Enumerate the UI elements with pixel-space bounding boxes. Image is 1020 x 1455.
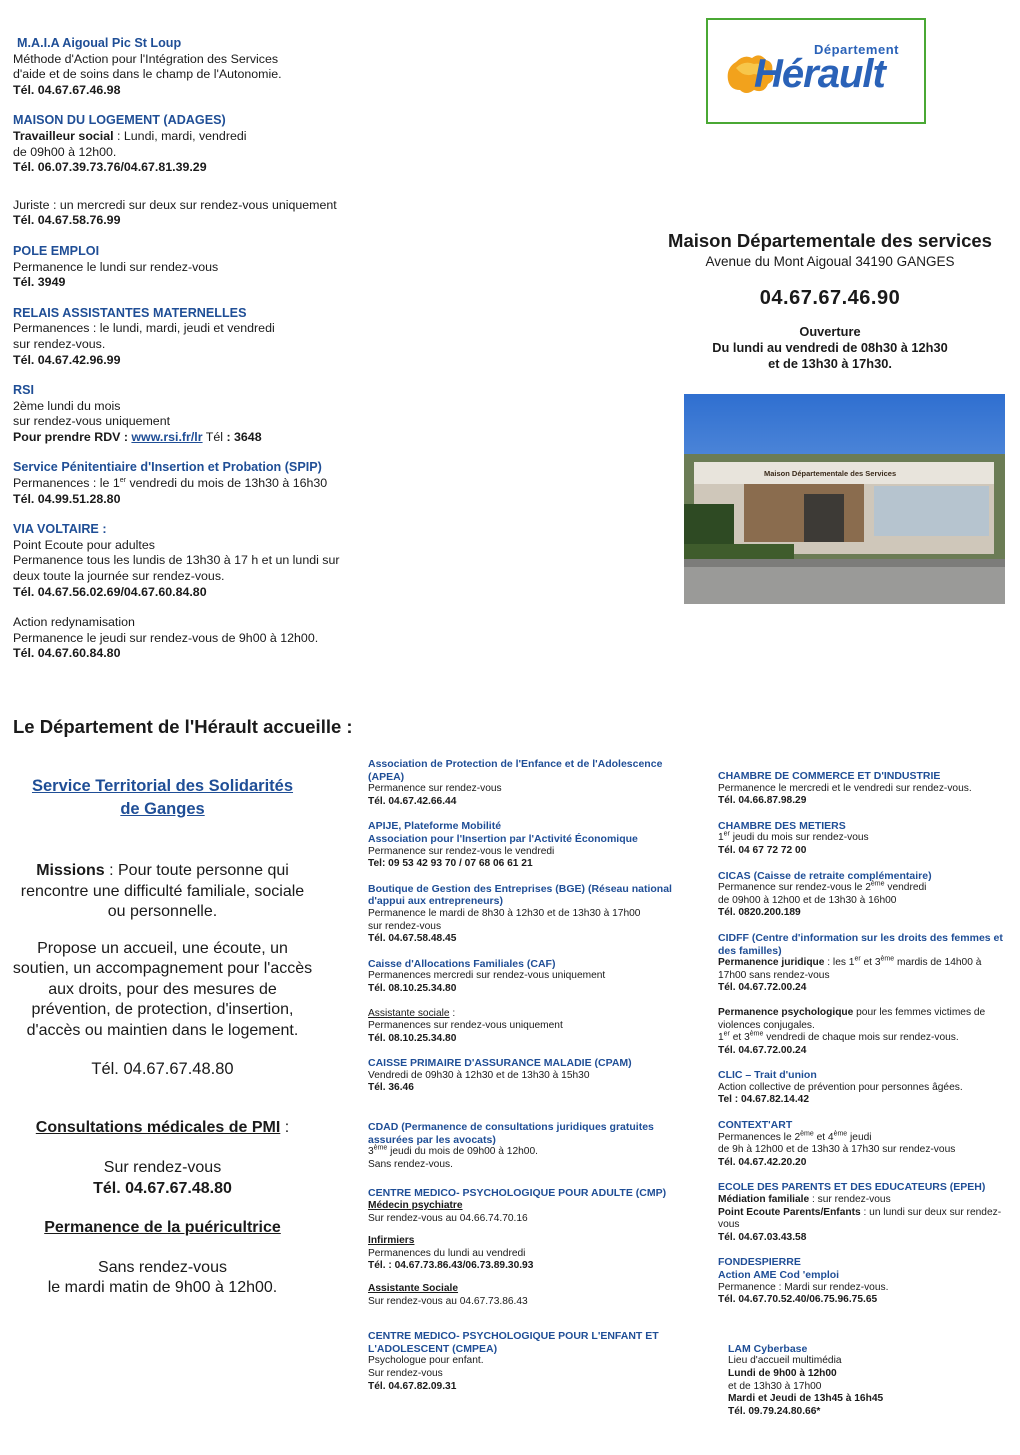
cmpea-tel: Tél. 04.67.82.09.31 [368, 1380, 457, 1392]
rsi-line: sur rendez-vous uniquement [13, 414, 171, 429]
cidff-line: Permanence juridique : les 1er et 3ème mardis de 14h00 à [718, 955, 982, 969]
caf-title: Caisse d'Allocations Familiales (CAF) [368, 957, 556, 970]
via-voltaire-block [13, 522, 393, 600]
spip-title: Service Pénitentiaire d'Insertion et Probation (SPIP) [13, 460, 322, 475]
juriste-block [13, 198, 393, 229]
psy-block [718, 1007, 1018, 1057]
logo-name-text: Hérault [754, 52, 885, 96]
chambre-metiers-block [718, 820, 1018, 858]
cmpea-line: Sur rendez-vous [368, 1367, 443, 1379]
logement-tel: Tél. 06.07.39.73.76/04.67.81.39.29 [13, 160, 207, 175]
fondespierre-title: FONDESPIERRE [718, 1256, 801, 1269]
maia-line: d'aide et de soins dans le champ de l'Autonomie. [13, 67, 282, 82]
cicas-tel: Tél. 0820.200.189 [718, 907, 801, 919]
rsi-rdv: Pour prendre RDV : www.rsi.fr/lr Tél : 3648 [13, 429, 262, 444]
apije-subtitle: Association pour l'Insertion par l'Activité Économique [368, 832, 638, 845]
cmp-title: CENTRE MEDICO- PSYCHOLOGIQUE POUR ADULTE (CMP) [368, 1187, 667, 1200]
epeh-title: ECOLE DES PARENTS ET DES EDUCATEURS (EPEH) [718, 1181, 986, 1194]
rsi-block [13, 383, 393, 445]
caf-tel: Tél. 08.10.25.34.80 [368, 982, 457, 994]
cicas-line: de 09h00 à 12h00 et de 13h30 à 16h00 [718, 894, 897, 906]
fond-line: Permanence : Mardi sur rendez-vous. [718, 1281, 889, 1293]
as-line: Permanences sur rendez-vous uniquement [368, 1020, 563, 1032]
epeh-block [718, 1181, 1018, 1244]
cmpea-line: Psychologue pour enfant. [368, 1355, 484, 1367]
building-photo [684, 394, 1005, 604]
herault-logo [706, 18, 926, 124]
caf-line: Permanences mercredi sur rendez-vous uniquement [368, 970, 606, 982]
cidff-line: 17h00 sans rendez-vous [718, 969, 830, 981]
lam-block [728, 1343, 1018, 1419]
via-voltaire-tel: Tél. 04.67.56.02.69/04.67.60.84.80 [13, 584, 207, 599]
spip-block [13, 460, 393, 507]
cmpea-block [368, 1330, 673, 1393]
juriste-tel: Tél. 04.67.58.76.99 [13, 213, 121, 228]
logo-dept-text: Département [814, 42, 899, 57]
psy-line: Permanence psychologique pour les femmes victimes de violences conjugales. [718, 1006, 986, 1031]
apea-block [368, 758, 673, 808]
logement-line: Travailleur social : Lundi, mardi, vendredi [13, 128, 247, 143]
pmi-title: Consultations médicales de PMI : [35, 1118, 290, 1136]
cpam-block [368, 1057, 673, 1095]
via-voltaire-line: Permanence tous les lundis de 13h30 à 17 h et un lundi sur [13, 553, 340, 568]
section-title: Le Département de l'Hérault accueille : [13, 716, 353, 737]
cmpea-title: CENTRE MEDICO- PSYCHOLOGIQUE POUR L'ENFANT ET L'ADOLESCENT (CMPEA) [368, 1330, 659, 1355]
apea-tel: Tél. 04.67.42.66.44 [368, 795, 457, 807]
pole-emploi-block [13, 244, 393, 291]
cci-block [718, 770, 1018, 808]
cicas-block [718, 870, 1018, 920]
lam-line: Lundi de 9h00 à 12h00 [728, 1367, 837, 1379]
puer-title: Permanence de la puéricultrice [44, 1219, 281, 1236]
maison-info [640, 230, 1020, 372]
cdad-block [368, 1121, 673, 1171]
contextart-title: CONTEXT'ART [718, 1119, 793, 1132]
apea-line: Permanence sur rendez-vous [368, 783, 502, 795]
sts-block [10, 775, 315, 1299]
cci-title: CHAMBRE DE COMMERCE ET D'INDUSTRIE [718, 770, 941, 782]
puer-line: Sans rendez-vous [98, 1258, 227, 1276]
ctx-line: de 9h à 12h00 et de 13h30 à 17h30 sur rendez-vous [718, 1144, 956, 1156]
redynamisation-sub: Action redynamisation [13, 615, 135, 630]
ram-line: Permanences : le lundi, mardi, jeudi et vendredi [13, 321, 275, 336]
top-left-services [13, 36, 393, 677]
maia-tel: Tél. 04.67.67.46.98 [13, 82, 121, 97]
rsi-link[interactable]: www.rsi.fr/lr [131, 429, 203, 444]
cm-tel: Tél. 04 67 72 72 00 [718, 844, 807, 856]
psy-tel: Tél. 04.67.72.00.24 [718, 1044, 807, 1056]
spip-tel: Tél. 04.99.51.28.80 [13, 491, 121, 506]
cicas-title: CICAS (Caisse de retraite complémentaire) [718, 869, 932, 882]
bge-title: Boutique de Gestion des Entreprises (BGE) (Réseau national d'appui aux entrepreneurs) [368, 882, 672, 908]
photo-sign-text: Maison Départementale des Services [764, 469, 897, 478]
rsi-line: 2ème lundi du mois [13, 398, 121, 413]
pole-emploi-title: POLE EMPLOI [13, 243, 100, 258]
cmp-block [368, 1187, 673, 1308]
contextart-block [718, 1119, 1018, 1169]
cdad-line: Sans rendez-vous. [368, 1158, 453, 1170]
ram-line: sur rendez-vous. [13, 336, 106, 351]
cpam-tel: Tél. 36.46 [368, 1082, 414, 1094]
clic-title: CLIC – Trait d'union [718, 1069, 817, 1082]
cci-tel: Tél. 04.66.87.98.29 [718, 795, 807, 807]
assistante-sociale-block [368, 1008, 673, 1046]
maison-title: Maison Départementale des services [668, 230, 992, 251]
apije-line: Permanence sur rendez-vous le vendredi [368, 845, 555, 857]
apije-title: APIJE, Plateforme Mobilité [368, 820, 502, 833]
maia-title: M.A.I.A Aigoual Pic St Loup [17, 36, 182, 50]
apije-tel: Tel: 09 53 42 93 70 / 07 68 06 61 21 [368, 858, 533, 870]
logement-block [13, 113, 393, 175]
ram-title: RELAIS ASSISTANTES MATERNELLES [13, 305, 247, 320]
lam-line: Lieu d'accueil multimédia [728, 1355, 842, 1367]
cmp-medecin: Médecin psychiatre [368, 1200, 463, 1212]
cci-line: Permanence le mercredi et le vendredi sur rendez-vous. [718, 782, 972, 794]
sts-missions: Missions : Pour toute personne qui rencontre une difficulté familiale, sociale ou personnelle. [20, 862, 305, 920]
logement-title: MAISON DU LOGEMENT (ADAGES) [13, 113, 226, 128]
right-column [718, 770, 1018, 1430]
puer-line: le mardi matin de 9h00 à 12h00. [47, 1279, 278, 1296]
bge-block [368, 883, 673, 946]
chambre-metiers-title: CHAMBRE DES METIERS [718, 819, 846, 832]
cidff-tel: Tél. 04.67.72.00.24 [718, 982, 807, 994]
cmp-tel: Tél. : 04.67.73.86.43/06.73.89.30.93 [368, 1260, 534, 1272]
cicas-line: Permanence sur rendez-vous le 2ème vendredi [718, 880, 927, 894]
spip-line: Permanences : le 1er vendredi du mois de 13h30 à 16h30 [13, 476, 328, 491]
clic-block [718, 1069, 1018, 1107]
building-photo-image [684, 394, 1005, 604]
epeh-line: Point Ecoute Parents/Enfants : un lundi sur deux sur rendez-vous [718, 1206, 1002, 1231]
via-voltaire-line: deux toute la journée sur rendez-vous. [13, 569, 225, 584]
caf-block [368, 958, 673, 996]
as-tel: Tél. 08.10.25.34.80 [368, 1032, 457, 1044]
fond-tel: Tél. 04.67.70.52.40/06.75.96.75.65 [718, 1294, 878, 1306]
redynamisation-block [13, 615, 393, 662]
clic-tel: Tel : 04.67.82.14.42 [718, 1094, 809, 1106]
apije-block [368, 820, 673, 870]
cidff-block [718, 932, 1018, 995]
cidff-title: CIDFF (Centre d'information sur les droits des femmes et des familles) [718, 931, 1003, 957]
bge-line: Permanence le mardi de 8h30 à 12h30 et de 13h30 à 17h00 [368, 907, 641, 919]
cmp-infirmiers: Infirmiers [368, 1235, 415, 1247]
ram-tel: Tél. 04.67.42.96.99 [13, 352, 121, 367]
cdad-line: 3ème jeudi du mois de 09h00 à 12h00. [368, 1144, 538, 1158]
pmi-tel: Tél. 04.67.67.48.80 [93, 1179, 232, 1197]
ram-block [13, 306, 393, 368]
assistante-sociale-title: Assistante sociale : [368, 1007, 456, 1019]
cmp-line: Permanences du lundi au vendredi [368, 1247, 526, 1259]
sts-propose: Propose un accueil, une écoute, un soutien, un accompagnement pour l'accès aux droits, pour des mesures de prévention, de protection, d'insertion, d'accès ou maintien dans le logement. [12, 939, 313, 1039]
fondespierre-sub: Action AME Cod 'emploi [718, 1269, 840, 1281]
bge-line: sur rendez-vous [368, 920, 442, 932]
maison-opening: Ouverture Du lundi au vendredi de 08h30 à 12h30 et de 13h30 à 17h30. [712, 324, 948, 371]
ctx-line: Permanences le 2ème et 4ème jeudi [718, 1130, 872, 1143]
lam-line: et de 13h30 à 17h00 [728, 1380, 822, 1392]
apea-title: Association de Protection de l'Enfance et de l'Adolescence (APEA) [368, 758, 663, 783]
sts-title: Service Territorial des Solidarités de Ganges [31, 777, 294, 818]
via-voltaire-sub: Point Ecoute pour adultes [13, 537, 155, 552]
ctx-tel: Tél. 04.67.42.20.20 [718, 1156, 807, 1168]
rsi-title: RSI [13, 383, 34, 398]
lam-line: Mardi et Jeudi de 13h45 à 16h45 [728, 1393, 884, 1405]
epeh-tel: Tél. 04.67.03.43.58 [718, 1231, 807, 1243]
redynamisation-tel: Tél. 04.67.60.84.80 [13, 646, 121, 661]
fondespierre-block [718, 1256, 1018, 1306]
epeh-line: Médiation familiale : sur rendez-vous [718, 1194, 891, 1206]
cmp-assistante: Assistante Sociale [368, 1283, 459, 1294]
cpam-line: Vendredi de 09h30 à 12h30 et de 13h30 à 15h30 [368, 1069, 590, 1081]
juriste-line: Juriste : un mercredi sur deux sur rendez-vous uniquement [13, 197, 337, 212]
sts-tel: Tél. 04.67.67.48.80 [91, 1060, 234, 1078]
via-voltaire-title: VIA VOLTAIRE : [13, 522, 107, 537]
pole-emploi-tel: Tél. 3949 [13, 275, 66, 290]
maia-block [13, 36, 393, 98]
cmp-line: Sur rendez-vous au 04.67.73.86.43 [368, 1295, 528, 1307]
maia-line: Méthode d'Action pour l'Intégration des Services [13, 51, 279, 66]
cpam-title: CAISSE PRIMAIRE D'ASSURANCE MALADIE (CPAM) [368, 1057, 632, 1070]
maison-address: Avenue du Mont Aigoual 34190 GANGES [705, 254, 955, 269]
lam-tel: Tél. 09.79.24.80.66* [728, 1405, 821, 1417]
pmi-rdv: Sur rendez-vous [103, 1159, 222, 1176]
logement-line: de 09h00 à 12h00. [13, 144, 117, 159]
cm-line: 1er jeudi du mois sur rendez-vous [718, 830, 869, 844]
pole-emploi-line: Permanence le lundi sur rendez-vous [13, 259, 219, 274]
bge-tel: Tél. 04.67.58.48.45 [368, 933, 457, 945]
maison-phone: 04.67.67.46.90 [759, 287, 901, 309]
cmp-line: Sur rendez-vous au 04.66.74.70.16 [368, 1212, 528, 1224]
psy-line: 1er et 3ème vendredi de chaque mois sur rendez-vous. [718, 1030, 959, 1044]
clic-line: Action collective de prévention pour personnes âgées. [718, 1081, 963, 1093]
lam-title: LAM Cyberbase [728, 1342, 808, 1355]
cdad-title: CDAD (Permanence de consultations juridiques gratuites assurées par les avocats) [368, 1121, 654, 1146]
redynamisation-line: Permanence le jeudi sur rendez-vous de 9h00 à 12h00. [13, 630, 319, 645]
middle-column [368, 758, 673, 1405]
